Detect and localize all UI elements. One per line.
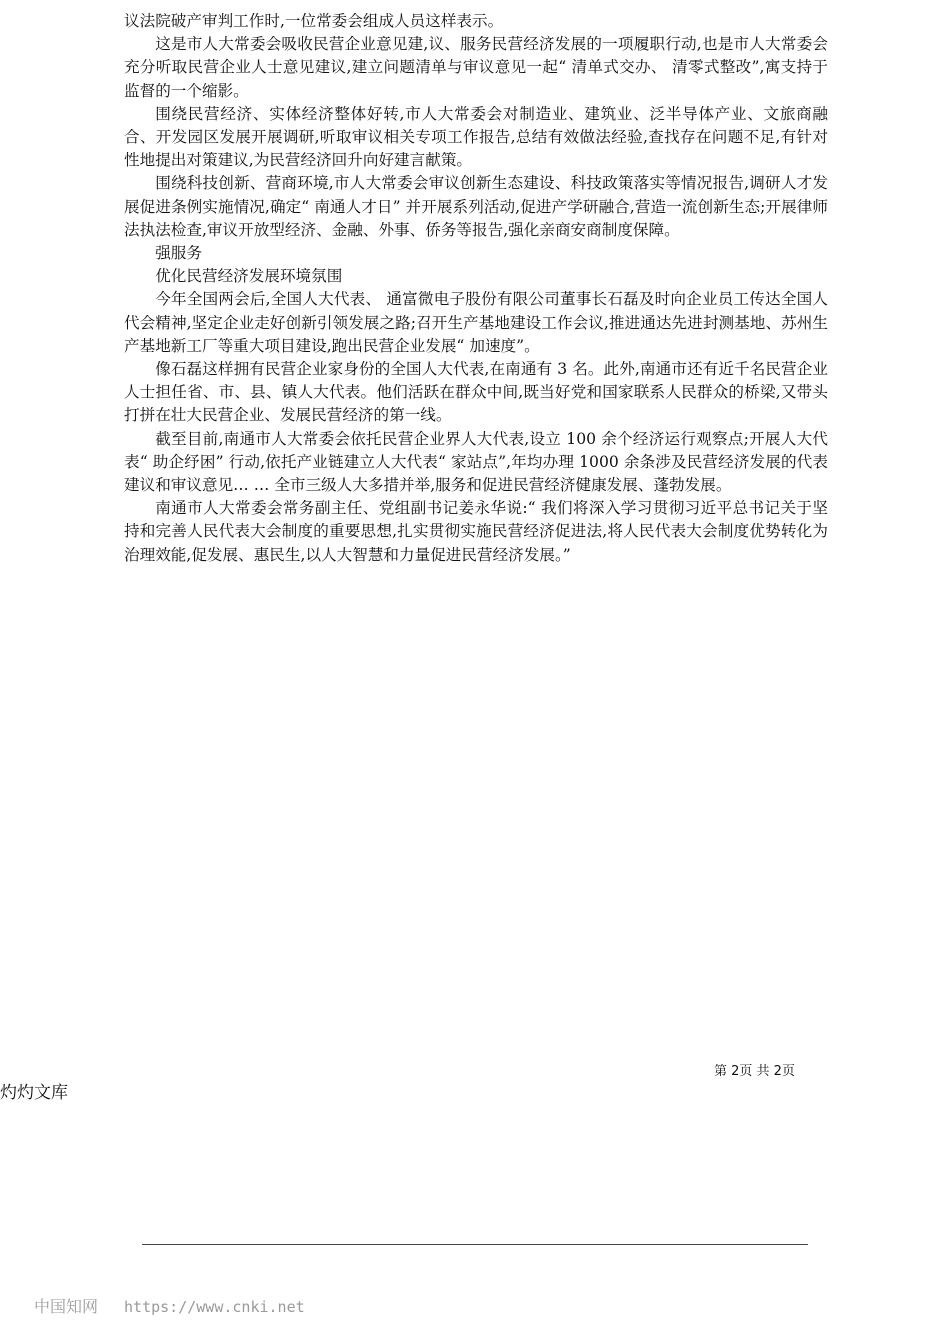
paragraph-observation-points: 截至目前,南通市人大常委会依托民营企业界人大代表,设立 100 余个经济运行观察点;开展人大代表“ 助企纾困” 行动,依托产业链建立人大代表“ 家站点”,年均办理 1000 余条涉及民营经济发展的代表建议和审议意见… … 全市三级人大多措并举,服务和促进民营经济健康发展、蓬勃发展。 (124, 429, 828, 495)
page-number: 第 2页 共 2页 (714, 1064, 795, 1079)
paragraph-feedback: 这是市人大常委会吸收民营企业意见建,议、服务民营经济发展的一项履职行动,也是市人大常委会充分听取民营企业人士意见建议,建立问题清单与审议意见一起“ 清单式交办、 清零式整改”,寓支持于监督的一个缩影。 (124, 35, 828, 100)
paragraph-economy-research: 围绕民营经济、实体经济整体好转,市人大常委会对制造业、建筑业、泛半导体产业、文旅商融合、开发园区发展开展调研,听取审议相关专项工作报告,总结有效做法经验,查找存在问题不足,有针对性地提出对策建议,为民营经济回升向好建言献策。 (124, 104, 828, 170)
section-subheading: 优化民营经济发展环境氛围 (155, 267, 343, 286)
cnki-name: 中国知网 (34, 1297, 99, 1316)
section-heading: 强服务 (155, 244, 202, 263)
paragraph-deputies: 像石磊这样拥有民营企业家身份的全国人大代表,在南通有 3 名。此外,南通市还有近千名民营企业人士担任省、市、县、镇人大代表。他们活跃在群众中间,既当好党和国家联系人民群众的桥梁,又带头打拼在壮大民营企业、发展民营经济的第一线。 (124, 360, 828, 425)
brand-watermark: 灼灼文库 (0, 1083, 68, 1103)
paragraph-innovation: 围绕科技创新、营商环境,市人大常委会审议创新生态建设、科技政策落实等情况报告,调研人才发展促进条例实施情况,确定“ 南通人才日” 并开展系列活动,促进产学研融合,营造一流创新生态;开展律师法执法检查,审议开放型经济、金融、外事、侨务等报告,强化亲商安商制度保障。 (124, 174, 828, 239)
footer (34, 1294, 305, 1317)
paragraph-shilei: 今年全国两会后,全国人大代表、 通富微电子股份有限公司董事长石磊及时向企业员工传达全国人代会精神,坚定企业走好创新引领发展之路;召开生产基地建设工作会议,推进通达先进封测基地、苏州生产基地新工厂等重大项目建设,跑出民营企业发展“ 加速度”。 (124, 290, 828, 355)
article-body (124, 10, 828, 567)
cnki-url[interactable]: https://www.cnki.net (124, 1298, 305, 1316)
paragraph-intro: 议法院破产审判工作时,一位常委会组成人员这样表示。 (124, 12, 504, 30)
paragraph-quote: 南通市人大常委会常务副主任、党组副书记姜永华说:“ 我们将深入学习贯彻习近平总书记关于坚持和完善人民代表大会制度的重要思想,扎实贯彻实施民营经济促进法,将人民代表大会制度优势转化为治理效能,促发展、惠民生,以人大智慧和力量促进民营经济发展。” (124, 499, 828, 564)
footer-divider (142, 1244, 808, 1245)
